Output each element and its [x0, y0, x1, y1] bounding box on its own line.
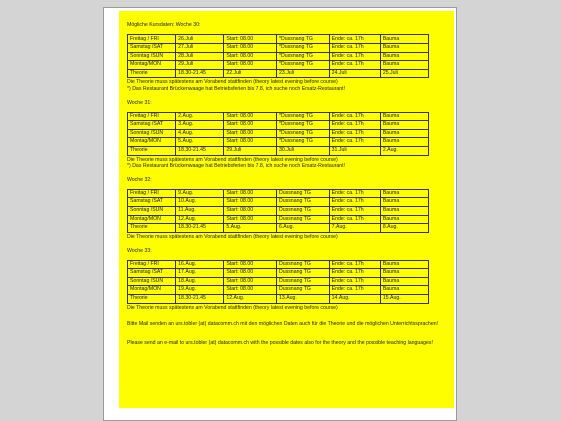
- schedule-table: [127, 112, 429, 156]
- table-row: [128, 286, 429, 295]
- table-cell: 18.Aug.: [176, 277, 224, 286]
- table-cell: 6.Aug.: [276, 224, 329, 233]
- table-cell: *Dussnang TG: [276, 44, 329, 53]
- table-cell: *Dussnang TG: [276, 61, 329, 70]
- table-cell: Start: 08.00: [224, 129, 277, 138]
- table-cell: 31.Juli: [329, 146, 380, 155]
- table-cell: 2.Aug.: [176, 112, 224, 121]
- table-cell: 5.Aug.: [224, 224, 277, 233]
- table-cell: Start: 08.00: [224, 138, 277, 147]
- table-cell: Start: 08.00: [224, 215, 277, 224]
- table-cell: Samstag /SAT: [128, 44, 176, 53]
- table-cell: 15.Aug.: [380, 294, 428, 303]
- table-cell: 30.Juli: [276, 146, 329, 155]
- table-cell: Bauma: [380, 269, 428, 278]
- table-cell: Sonntag /SUN: [128, 206, 176, 215]
- table-cell: Freitag / FRI: [128, 112, 176, 121]
- table-cell: 22.Juli: [224, 69, 277, 78]
- table-cell: Dussnang TG: [276, 269, 329, 278]
- table-cell: Start: 08.00: [224, 260, 277, 269]
- week-note: Die Theorie muss spätestens am Vorabend stattfinden (theory latest evening before course): [127, 156, 338, 163]
- table-row: [128, 35, 429, 44]
- table-cell: 11.Aug.: [176, 206, 224, 215]
- table-cell: 18.30-21.45: [176, 294, 224, 303]
- footer-english: Please send an e-mail to urs.tobler (at) datacomm.ch with the possible dates also for the theory and the possible teaching languages!: [127, 339, 433, 346]
- table-cell: Start: 08.00: [224, 206, 277, 215]
- footer: [127, 319, 446, 349]
- table-cell: Theorie: [128, 146, 176, 155]
- table-cell: Ende: ca. 17h: [329, 121, 380, 130]
- table-cell: 26.Juli: [176, 35, 224, 44]
- table-cell: Bauma: [380, 138, 428, 147]
- table-cell: Start: 08.00: [224, 112, 277, 121]
- table-cell: Dussnang TG: [276, 189, 329, 198]
- table-cell: Ende: ca. 17h: [329, 260, 380, 269]
- table-cell: Bauma: [380, 35, 428, 44]
- table-cell: 2.Aug.: [380, 146, 428, 155]
- table-cell: Start: 08.00: [224, 35, 277, 44]
- table-cell: Dussnang TG: [276, 260, 329, 269]
- table-cell: Start: 08.00: [224, 269, 277, 278]
- table-row: [128, 189, 429, 198]
- table-cell: 18.30-21.45: [176, 146, 224, 155]
- table-cell: Bauma: [380, 61, 428, 70]
- table-cell: Theorie: [128, 294, 176, 303]
- table-cell: 12.Aug.: [176, 215, 224, 224]
- table-cell: 27.Juli: [176, 44, 224, 53]
- table-cell: Dussnang TG: [276, 215, 329, 224]
- week-note: Die Theorie muss spätestens am Vorabend stattfinden (theory latest evening before course): [127, 79, 338, 86]
- table-cell: Start: 08.00: [224, 44, 277, 53]
- table-cell: 29.Juli: [224, 146, 277, 155]
- table-cell: *Dussnang TG: [276, 35, 329, 44]
- table-cell: Sonntag /SUN: [128, 277, 176, 286]
- table-cell: Ende: ca. 17h: [329, 44, 380, 53]
- table-cell: 10.Aug.: [176, 198, 224, 207]
- table-cell: 18.30-21.45: [176, 69, 224, 78]
- table-cell: 23.Juli: [276, 69, 329, 78]
- table-cell: 25.Juli: [380, 69, 428, 78]
- week-section: [127, 177, 446, 240]
- table-cell: Start: 08.00: [224, 61, 277, 70]
- table-cell: Bauma: [380, 277, 428, 286]
- table-cell: *Dussnang TG: [276, 121, 329, 130]
- table-cell: Ende: ca. 17h: [329, 206, 380, 215]
- table-cell: Bauma: [380, 129, 428, 138]
- table-cell: *Dussnang TG: [276, 52, 329, 61]
- schedule-table: [127, 189, 429, 233]
- table-cell: Start: 08.00: [224, 198, 277, 207]
- table-cell: Ende: ca. 17h: [329, 269, 380, 278]
- table-cell: Start: 08.00: [224, 52, 277, 61]
- table-cell: Ende: ca. 17h: [329, 215, 380, 224]
- table-cell: Samstag /SAT: [128, 198, 176, 207]
- table-row: [128, 269, 429, 278]
- table-cell: 16.Aug.: [176, 260, 224, 269]
- table-cell: 24.Juli: [329, 69, 380, 78]
- table-cell: Bauma: [380, 286, 428, 295]
- week-note: Die Theorie muss spätestens am Vorabend stattfinden (theory latest evening before course): [127, 233, 338, 240]
- table-row: [128, 215, 429, 224]
- table-cell: *Dussnang TG: [276, 129, 329, 138]
- table-cell: Sonntag /SUN: [128, 52, 176, 61]
- table-cell: Freitag / FRI: [128, 260, 176, 269]
- table-row: [128, 69, 429, 78]
- table-cell: Bauma: [380, 260, 428, 269]
- table-row: [128, 121, 429, 130]
- page-heading: Mögliche Kursdaten: Woche 30:: [127, 22, 201, 28]
- schedule-table: [127, 34, 429, 78]
- table-row: [128, 44, 429, 53]
- weeks-container: [127, 34, 446, 311]
- table-cell: Montag/MON: [128, 286, 176, 295]
- table-row: [128, 138, 429, 147]
- table-cell: Ende: ca. 17h: [329, 61, 380, 70]
- week-title: Woche 31:: [127, 100, 152, 107]
- table-cell: Bauma: [380, 189, 428, 198]
- table-cell: Montag/MON: [128, 61, 176, 70]
- week-section: [127, 100, 446, 169]
- table-cell: Ende: ca. 17h: [329, 112, 380, 121]
- table-row: [128, 112, 429, 121]
- table-cell: *Dussnang TG: [276, 138, 329, 147]
- table-cell: Ende: ca. 17h: [329, 138, 380, 147]
- table-cell: Bauma: [380, 198, 428, 207]
- table-row: [128, 52, 429, 61]
- table-cell: Start: 08.00: [224, 189, 277, 198]
- table-cell: 9.Aug.: [176, 189, 224, 198]
- table-cell: Start: 08.00: [224, 277, 277, 286]
- table-cell: 8.Aug.: [380, 224, 428, 233]
- table-cell: Samstag /SAT: [128, 269, 176, 278]
- table-row: [128, 129, 429, 138]
- table-cell: Montag/MON: [128, 138, 176, 147]
- week-note: Die Theorie muss spätestens am Vorabend stattfinden (theory latest evening before course): [127, 304, 338, 311]
- table-cell: Bauma: [380, 44, 428, 53]
- week-section: [127, 248, 446, 311]
- table-row: [128, 146, 429, 155]
- table-cell: 13.Aug.: [276, 294, 329, 303]
- week-note: *) Das Restaurant Brückenwaage hat Betriebsferien bis 7.8, ich suche noch Ersatz-Restaurant!: [127, 162, 345, 169]
- table-cell: 7.Aug.: [329, 224, 380, 233]
- table-cell: Ende: ca. 17h: [329, 277, 380, 286]
- table-cell: Sonntag /SUN: [128, 129, 176, 138]
- table-cell: Theorie: [128, 69, 176, 78]
- table-cell: Start: 08.00: [224, 286, 277, 295]
- table-row: [128, 224, 429, 233]
- table-cell: 18.30-21.45: [176, 224, 224, 233]
- highlighted-content: [119, 11, 454, 408]
- table-cell: Montag/MON: [128, 215, 176, 224]
- table-cell: Ende: ca. 17h: [329, 189, 380, 198]
- footer-german: Bitte Mail senden an urs.tobler (at) datacomm.ch mit den möglichen Daten auch für die Theorie und die möglichen Unterrichtssprachen!: [127, 320, 439, 327]
- table-row: [128, 198, 429, 207]
- table-cell: Theorie: [128, 224, 176, 233]
- table-row: [128, 206, 429, 215]
- week-title: Woche 33:: [127, 248, 152, 255]
- table-cell: 19.Aug.: [176, 286, 224, 295]
- table-row: [128, 61, 429, 70]
- week-title: Woche 32:: [127, 177, 152, 184]
- table-cell: 3.Aug.: [176, 121, 224, 130]
- table-cell: 5.Aug.: [176, 138, 224, 147]
- table-cell: Ende: ca. 17h: [329, 35, 380, 44]
- table-cell: Bauma: [380, 52, 428, 61]
- table-cell: 4.Aug.: [176, 129, 224, 138]
- table-cell: Samstag /SAT: [128, 121, 176, 130]
- table-row: [128, 260, 429, 269]
- table-cell: Bauma: [380, 121, 428, 130]
- week-note: *) Das Restaurant Brückenwaage hat Betriebsferien bis 7.8, ich suche noch Ersatz-Restaurant!: [127, 85, 345, 92]
- table-cell: Bauma: [380, 112, 428, 121]
- table-row: [128, 294, 429, 303]
- table-cell: 12.Aug.: [224, 294, 277, 303]
- table-cell: Bauma: [380, 206, 428, 215]
- table-cell: 14.Aug.: [329, 294, 380, 303]
- table-cell: 17.Aug.: [176, 269, 224, 278]
- table-cell: *Dussnang TG: [276, 112, 329, 121]
- table-cell: Dussnang TG: [276, 206, 329, 215]
- table-cell: Freitag / FRI: [128, 35, 176, 44]
- table-cell: 29.Juli: [176, 61, 224, 70]
- schedule-table: [127, 260, 429, 304]
- table-cell: Freitag / FRI: [128, 189, 176, 198]
- table-cell: Dussnang TG: [276, 277, 329, 286]
- table-cell: Ende: ca. 17h: [329, 52, 380, 61]
- table-cell: Start: 08.00: [224, 121, 277, 130]
- table-cell: Dussnang TG: [276, 286, 329, 295]
- table-row: [128, 277, 429, 286]
- table-cell: Ende: ca. 17h: [329, 198, 380, 207]
- table-cell: Ende: ca. 17h: [329, 129, 380, 138]
- table-cell: Dussnang TG: [276, 198, 329, 207]
- week-section: [127, 34, 446, 92]
- table-cell: Bauma: [380, 215, 428, 224]
- table-cell: 28.Juli: [176, 52, 224, 61]
- table-cell: Ende: ca. 17h: [329, 286, 380, 295]
